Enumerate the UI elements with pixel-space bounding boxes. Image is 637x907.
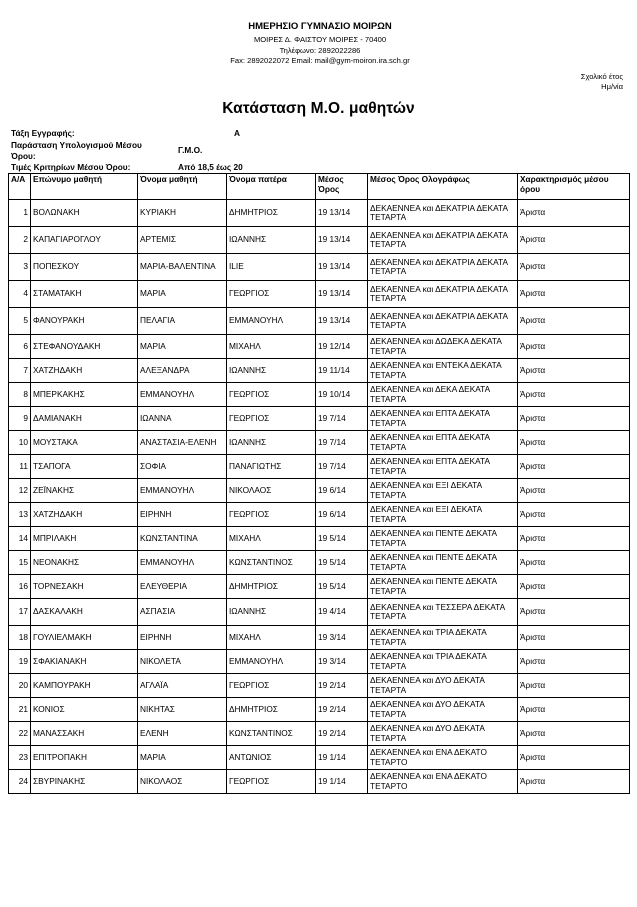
cell-surname: ΜΟΥΣΤΑΚΑ [31,431,138,455]
cell-name: ΝΙΚΗΤΑΣ [138,698,227,722]
cell-grade: Άριστα [518,551,630,575]
table-row [9,281,630,308]
cell-average-words: ΔΕΚΑΕΝΝΕΑ και ΔΕΚΑ ΔΕΚΑΤΑ ΤΕΤΑΡΤΑ [368,383,518,407]
cell-name: ΕΛΕΥΘΕΡΙΑ [138,575,227,599]
cell-aa: 14 [9,527,31,551]
class-label: Τάξη Εγγραφής: [11,128,75,138]
table-row [9,407,630,431]
cell-name: ΑΓΛΑΪΑ [138,674,227,698]
cell-aa: 11 [9,455,31,479]
cell-father: ΚΩΝΣΤΑΝΤΙΝΟΣ [227,551,316,575]
cell-aa: 13 [9,503,31,527]
cell-average: 19 1/14 [316,746,368,770]
page-title: Κατάσταση Μ.Ο. μαθητών [222,100,415,117]
cell-grade: Άριστα [518,650,630,674]
school-phone: Τηλέφωνο: 2892022286 [279,46,361,55]
cell-name: ΜΑΡΙΑ-ΒΑΛΕΝΤΙΝΑ [138,254,227,281]
school-address: ΜΟΙΡΕΣ Δ. ΦΑΙΣΤΟΥ ΜΟΙΡΕΣ - 70400 [253,35,387,44]
cell-average: 19 13/14 [316,227,368,254]
cell-name: ΑΡΤΕΜΙΣ [138,227,227,254]
table-row [9,551,630,575]
cell-grade: Άριστα [518,254,630,281]
table-row [9,626,630,650]
cell-average: 19 13/14 [316,308,368,335]
table-row [9,431,630,455]
cell-grade: Άριστα [518,281,630,308]
cell-grade: Άριστα [518,503,630,527]
cell-aa: 24 [9,770,31,794]
cell-average-words: ΔΕΚΑΕΝΝΕΑ και ΕΞΙ ΔΕΚΑΤΑ ΤΕΤΑΡΤΑ [368,503,518,527]
cell-average: 19 6/14 [316,503,368,527]
cell-surname: ΣΤΕΦΑΝΟΥΔΑΚΗ [31,335,138,359]
table-row [9,383,630,407]
cell-surname: ΜΠΕΡΚΑΚΗΣ [31,383,138,407]
cell-average-words: ΔΕΚΑΕΝΝΕΑ και ΠΕΝΤΕ ΔΕΚΑΤΑ ΤΕΤΑΡΤΑ [368,527,518,551]
cell-father: ΙΩΑΝΝΗΣ [227,227,316,254]
criteria-label: Τιμές Κριτηρίων Μέσου Όρου: [11,162,131,172]
cell-average-words: ΔΕΚΑΕΝΝΕΑ και ΔΩΔΕΚΑ ΔΕΚΑΤΑ ΤΕΤΑΡΤΑ [368,335,518,359]
cell-father: ΙΩΑΝΝΗΣ [227,599,316,626]
cell-average: 19 6/14 [316,479,368,503]
cell-father: ΔΗΜΗΤΡΙΟΣ [227,200,316,227]
school-name: ΗΜΕΡΗΣΙΟ ΓΥΜΝΑΣΙΟ ΜΟΙΡΩΝ [248,21,392,32]
cell-average: 19 2/14 [316,722,368,746]
cell-grade: Άριστα [518,335,630,359]
col-header-surname: Επώνυμο μαθητή [31,174,138,200]
cell-grade: Άριστα [518,227,630,254]
cell-grade: Άριστα [518,200,630,227]
cell-father: ΜΙΧΑΗΛ [227,527,316,551]
cell-grade: Άριστα [518,479,630,503]
calc-label-line1: Παράσταση Υπολογισμού Μέσου [11,140,142,150]
cell-name: ΜΑΡΙΑ [138,746,227,770]
cell-name: ΙΩΑΝΝΑ [138,407,227,431]
cell-father: ΙΩΑΝΝΗΣ [227,359,316,383]
cell-average-words: ΔΕΚΑΕΝΝΕΑ και ΔΕΚΑΤΡΙΑ ΔΕΚΑΤΑ ΤΕΤΑΡΤΑ [368,281,518,308]
cell-surname: ΣΤΑΜΑΤΑΚΗ [31,281,138,308]
col-header-average: Μέσος Όρος [316,174,368,200]
cell-aa: 7 [9,359,31,383]
cell-name: ΑΛΕΞΑΝΔΡΑ [138,359,227,383]
cell-aa: 21 [9,698,31,722]
cell-name: ΑΝΑΣΤΑΣΙΑ-ΕΛΕΝΗ [138,431,227,455]
col-header-grade: Χαρακτηρισμός μέσου όρου [518,174,630,200]
cell-average: 19 2/14 [316,674,368,698]
cell-father: ΜΙΧΑΗΛ [227,335,316,359]
cell-surname: ΜΠΡΙΛΑΚΗ [31,527,138,551]
cell-name: ΕΙΡΗΝΗ [138,626,227,650]
cell-name: ΚΥΡΙΑΚΗ [138,200,227,227]
cell-father: ILIE [227,254,316,281]
cell-average-words: ΔΕΚΑΕΝΝΕΑ και ΕΠΤΑ ΔΕΚΑΤΑ ΤΕΤΑΡΤΑ [368,455,518,479]
cell-father: ΔΗΜΗΤΡΙΟΣ [227,575,316,599]
cell-surname: ΚΟΝΙΟΣ [31,698,138,722]
cell-name: ΜΑΡΙΑ [138,335,227,359]
cell-average-words: ΔΕΚΑΕΝΝΕΑ και ΤΡΙΑ ΔΕΚΑΤΑ ΤΕΤΑΡΤΑ [368,626,518,650]
cell-name: ΚΩΝΣΤΑΝΤΙΝΑ [138,527,227,551]
cell-name: ΕΛΕΝΗ [138,722,227,746]
class-value: Α [234,128,240,138]
cell-surname: ΧΑΤΖΗΔΑΚΗ [31,503,138,527]
table-row [9,359,630,383]
cell-father: ΓΕΩΡΓΙΟΣ [227,770,316,794]
cell-average-words: ΔΕΚΑΕΝΝΕΑ και ΔΥΟ ΔΕΚΑΤΑ ΤΕΤΑΡΤΑ [368,674,518,698]
cell-father: ΜΙΧΑΗΛ [227,626,316,650]
cell-aa: 17 [9,599,31,626]
cell-grade: Άριστα [518,698,630,722]
cell-aa: 23 [9,746,31,770]
school-fax-email: Fax: 2892022072 Email: mail@gym-moiron.ira.sch.gr [230,56,410,65]
cell-average-words: ΔΕΚΑΕΝΝΕΑ και ΔΕΚΑΤΡΙΑ ΔΕΚΑΤΑ ΤΕΤΑΡΤΑ [368,254,518,281]
cell-grade: Άριστα [518,359,630,383]
cell-average-words: ΔΕΚΑΕΝΝΕΑ και ΕΠΤΑ ΔΕΚΑΤΑ ΤΕΤΑΡΤΑ [368,431,518,455]
cell-surname: ΤΣΑΠΟΓΑ [31,455,138,479]
calc-value: Γ.Μ.Ο. [178,145,203,155]
cell-surname: ΤΟΡΝΕΣΑΚΗ [31,575,138,599]
cell-father: ΝΙΚΟΛΑΟΣ [227,479,316,503]
cell-average: 19 3/14 [316,626,368,650]
cell-average: 19 13/14 [316,281,368,308]
cell-aa: 8 [9,383,31,407]
cell-surname: ΚΑΜΠΟΥΡΑΚΗ [31,674,138,698]
cell-father: ΔΗΜΗΤΡΙΟΣ [227,698,316,722]
cell-average: 19 5/14 [316,575,368,599]
cell-average-words: ΔΕΚΑΕΝΝΕΑ και ΔΥΟ ΔΕΚΑΤΑ ΤΕΤΑΡΤΑ [368,698,518,722]
cell-average: 19 13/14 [316,200,368,227]
cell-aa: 4 [9,281,31,308]
cell-average-words: ΔΕΚΑΕΝΝΕΑ και ΤΡΙΑ ΔΕΚΑΤΑ ΤΕΤΑΡΤΑ [368,650,518,674]
cell-surname: ΔΑΜΙΑΝΑΚΗ [31,407,138,431]
cell-grade: Άριστα [518,599,630,626]
cell-name: ΕΙΡΗΝΗ [138,503,227,527]
cell-father: ΠΑΝΑΓΙΩΤΗΣ [227,455,316,479]
cell-aa: 18 [9,626,31,650]
cell-surname: ΚΑΠΑΓΙΑΡΟΓΛΟΥ [31,227,138,254]
cell-father: ΓΕΩΡΓΙΟΣ [227,407,316,431]
table-row [9,308,630,335]
cell-aa: 19 [9,650,31,674]
table-row [9,599,630,626]
cell-father: ΓΕΩΡΓΙΟΣ [227,281,316,308]
cell-average: 19 13/14 [316,254,368,281]
cell-aa: 16 [9,575,31,599]
cell-grade: Άριστα [518,431,630,455]
table-row [9,770,630,794]
cell-grade: Άριστα [518,308,630,335]
cell-average-words: ΔΕΚΑΕΝΝΕΑ και ΕΝΑ ΔΕΚΑΤΟ ΤΕΤΑΡΤΟ [368,746,518,770]
cell-name: ΝΙΚΟΛΑΟΣ [138,770,227,794]
col-header-father: Όνομα πατέρα [227,174,316,200]
cell-average-words: ΔΕΚΑΕΝΝΕΑ και ΕΝΤΕΚΑ ΔΕΚΑΤΑ ΤΕΤΑΡΤΑ [368,359,518,383]
cell-name: ΕΜΜΑΝΟΥΗΛ [138,383,227,407]
cell-average: 19 11/14 [316,359,368,383]
cell-name: ΝΙΚΟΛΕΤΑ [138,650,227,674]
table-row [9,455,630,479]
table-row [9,479,630,503]
cell-father: ΓΕΩΡΓΙΟΣ [227,383,316,407]
cell-grade: Άριστα [518,746,630,770]
date-label: Ημ/νία [601,82,623,91]
cell-aa: 3 [9,254,31,281]
cell-father: ΓΕΩΡΓΙΟΣ [227,503,316,527]
school-year-label: Σχολικό έτος [580,72,623,81]
table-row [9,503,630,527]
cell-average-words: ΔΕΚΑΕΝΝΕΑ και ΔΕΚΑΤΡΙΑ ΔΕΚΑΤΑ ΤΕΤΑΡΤΑ [368,308,518,335]
cell-average-words: ΔΕΚΑΕΝΝΕΑ και ΕΠΤΑ ΔΕΚΑΤΑ ΤΕΤΑΡΤΑ [368,407,518,431]
table-row [9,227,630,254]
cell-grade: Άριστα [518,770,630,794]
cell-average-words: ΔΕΚΑΕΝΝΕΑ και ΕΝΑ ΔΕΚΑΤΟ ΤΕΤΑΡΤΟ [368,770,518,794]
cell-average: 19 3/14 [316,650,368,674]
cell-grade: Άριστα [518,626,630,650]
cell-average: 19 1/14 [316,770,368,794]
cell-surname: ΣΦΑΚΙΑΝΑΚΗ [31,650,138,674]
cell-grade: Άριστα [518,674,630,698]
table-row [9,722,630,746]
col-header-name: Όνομα μαθητή [138,174,227,200]
cell-surname: ΦΑΝΟΥΡΑΚΗ [31,308,138,335]
cell-name: ΕΜΜΑΝΟΥΗΛ [138,551,227,575]
cell-average-words: ΔΕΚΑΕΝΝΕΑ και ΠΕΝΤΕ ΔΕΚΑΤΑ ΤΕΤΑΡΤΑ [368,575,518,599]
cell-aa: 2 [9,227,31,254]
cell-grade: Άριστα [518,383,630,407]
cell-father: ΕΜΜΑΝΟΥΗΛ [227,650,316,674]
cell-father: ΕΜΜΑΝΟΥΗΛ [227,308,316,335]
cell-average: 19 7/14 [316,431,368,455]
table-row [9,674,630,698]
students-table [8,173,630,794]
cell-surname: ΠΟΠΕΣΚΟΥ [31,254,138,281]
cell-average: 19 7/14 [316,455,368,479]
cell-aa: 15 [9,551,31,575]
cell-average-words: ΔΕΚΑΕΝΝΕΑ και ΤΕΣΣΕΡΑ ΔΕΚΑΤΑ ΤΕΤΑΡΤΑ [368,599,518,626]
cell-aa: 5 [9,308,31,335]
cell-aa: 10 [9,431,31,455]
cell-name: ΣΟΦΙΑ [138,455,227,479]
table-row [9,650,630,674]
cell-grade: Άριστα [518,722,630,746]
cell-average: 19 5/14 [316,527,368,551]
cell-average-words: ΔΕΚΑΕΝΝΕΑ και ΔΕΚΑΤΡΙΑ ΔΕΚΑΤΑ ΤΕΤΑΡΤΑ [368,227,518,254]
cell-surname: ΕΠΙΤΡΟΠΑΚΗ [31,746,138,770]
cell-aa: 6 [9,335,31,359]
cell-average: 19 2/14 [316,698,368,722]
cell-grade: Άριστα [518,527,630,551]
cell-average-words: ΔΕΚΑΕΝΝΕΑ και ΠΕΝΤΕ ΔΕΚΑΤΑ ΤΕΤΑΡΤΑ [368,551,518,575]
cell-grade: Άριστα [518,407,630,431]
cell-surname: ΔΑΣΚΑΛΑΚΗ [31,599,138,626]
cell-surname: ΝΕΟΝΑΚΗΣ [31,551,138,575]
cell-average: 19 5/14 [316,551,368,575]
cell-average: 19 10/14 [316,383,368,407]
table-row [9,575,630,599]
table-row [9,200,630,227]
cell-grade: Άριστα [518,455,630,479]
table-row [9,746,630,770]
cell-aa: 9 [9,407,31,431]
col-header-average-words: Μέσος Όρος Ολογράφως [368,174,518,200]
cell-name: ΑΣΠΑΣΙΑ [138,599,227,626]
calc-label-line2: Όρου: [11,151,36,161]
cell-surname: ΓΟΥΛΙΕΛΜΑΚΗ [31,626,138,650]
cell-father: ΓΕΩΡΓΙΟΣ [227,674,316,698]
cell-name: ΠΕΛΑΓΙΑ [138,308,227,335]
cell-average: 19 4/14 [316,599,368,626]
table-row [9,698,630,722]
col-header-aa: Α/Α [9,174,31,200]
cell-name: ΜΑΡΙΑ [138,281,227,308]
table-row [9,527,630,551]
cell-surname: ΒΟΛΩΝΑΚΗ [31,200,138,227]
cell-father: ΙΩΑΝΝΗΣ [227,431,316,455]
table-row [9,335,630,359]
cell-father: ΚΩΝΣΤΑΝΤΙΝΟΣ [227,722,316,746]
cell-average-words: ΔΕΚΑΕΝΝΕΑ και ΔΥΟ ΔΕΚΑΤΑ ΤΕΤΑΡΤΑ [368,722,518,746]
cell-surname: ΧΑΤΖΗΔΑΚΗ [31,359,138,383]
table-header-row [9,174,630,200]
cell-surname: ΖΕΪΝΑΚΗΣ [31,479,138,503]
cell-average: 19 7/14 [316,407,368,431]
cell-father: ΑΝΤΩΝΙΟΣ [227,746,316,770]
cell-grade: Άριστα [518,575,630,599]
cell-aa: 20 [9,674,31,698]
cell-surname: ΜΑΝΑΣΣΑΚΗ [31,722,138,746]
criteria-value: Από 18,5 έως 20 [178,162,243,172]
cell-name: ΕΜΜΑΝΟΥΗΛ [138,479,227,503]
cell-average-words: ΔΕΚΑΕΝΝΕΑ και ΔΕΚΑΤΡΙΑ ΔΕΚΑΤΑ ΤΕΤΑΡΤΑ [368,200,518,227]
cell-surname: ΣΒΥΡΙΝΑΚΗΣ [31,770,138,794]
table-row [9,254,630,281]
cell-aa: 22 [9,722,31,746]
cell-aa: 1 [9,200,31,227]
cell-aa: 12 [9,479,31,503]
cell-average: 19 12/14 [316,335,368,359]
cell-average-words: ΔΕΚΑΕΝΝΕΑ και ΕΞΙ ΔΕΚΑΤΑ ΤΕΤΑΡΤΑ [368,479,518,503]
